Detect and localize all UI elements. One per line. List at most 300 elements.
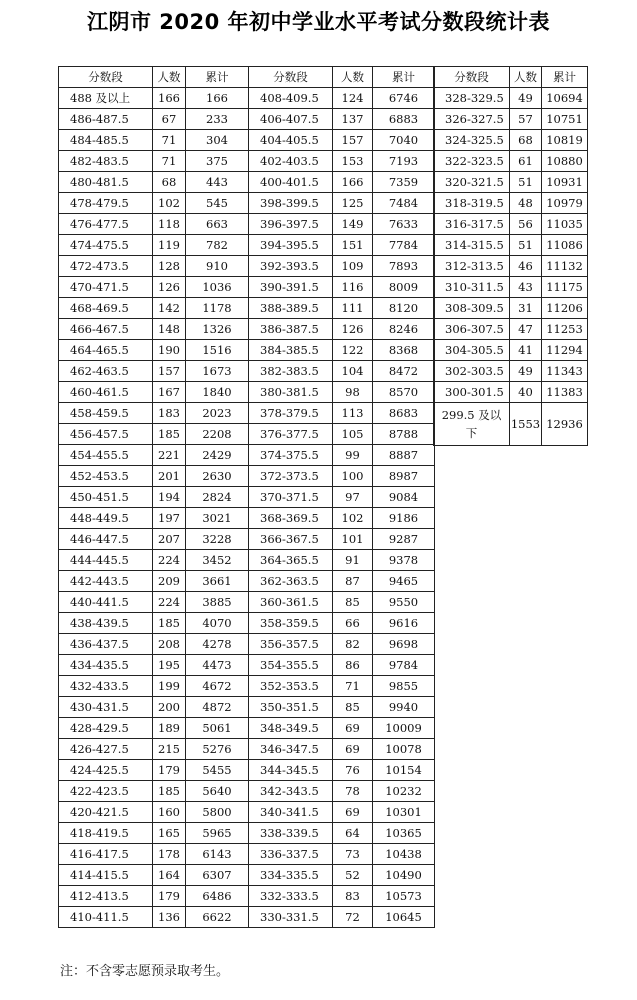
score-range-cell: 412-413.5 — [59, 886, 153, 907]
score-range-cell: 476-477.5 — [59, 214, 153, 235]
cumulative-cell: 2429 — [186, 445, 249, 466]
score-range-cell: 300-301.5 — [434, 382, 510, 403]
count-cell: 105 — [333, 424, 373, 445]
table-row — [434, 151, 588, 172]
count-cell: 71 — [153, 151, 186, 172]
score-range-cell: 426-427.5 — [59, 739, 153, 760]
score-range-cell: 432-433.5 — [59, 676, 153, 697]
table-row — [434, 193, 588, 214]
count-cell: 167 — [153, 382, 186, 403]
score-range-cell: 458-459.5 — [59, 403, 153, 424]
count-cell: 119 — [153, 235, 186, 256]
cumulative-cell: 4672 — [186, 676, 249, 697]
count-cell: 76 — [333, 760, 373, 781]
cumulative-cell: 11343 — [542, 361, 588, 382]
count-cell: 78 — [333, 781, 373, 802]
cumulative-cell: 10232 — [373, 781, 435, 802]
cumulative-cell: 5965 — [186, 823, 249, 844]
table-row — [59, 403, 435, 424]
table-row — [59, 718, 435, 739]
count-cell: 102 — [153, 193, 186, 214]
cumulative-cell: 166 — [186, 88, 249, 109]
count-cell: 148 — [153, 319, 186, 340]
header-count: 人数 — [153, 67, 186, 88]
score-range-cell: 478-479.5 — [59, 193, 153, 214]
count-cell: 111 — [333, 298, 373, 319]
count-cell: 69 — [333, 739, 373, 760]
count-cell: 51 — [510, 235, 542, 256]
table-row — [59, 340, 435, 361]
cumulative-cell: 1036 — [186, 277, 249, 298]
count-cell: 194 — [153, 487, 186, 508]
score-range-cell: 358-359.5 — [249, 613, 333, 634]
cumulative-cell: 9465 — [373, 571, 435, 592]
score-range-cell: 410-411.5 — [59, 907, 153, 928]
table-row — [434, 88, 588, 109]
table-row — [59, 172, 435, 193]
score-range-cell: 454-455.5 — [59, 445, 153, 466]
table-row — [59, 151, 435, 172]
header-cumulative: 累计 — [542, 67, 588, 88]
count-cell: 137 — [333, 109, 373, 130]
score-range-cell: 390-391.5 — [249, 277, 333, 298]
count-cell: 69 — [333, 802, 373, 823]
score-range-cell: 334-335.5 — [249, 865, 333, 886]
count-cell: 179 — [153, 886, 186, 907]
cumulative-cell: 9084 — [373, 487, 435, 508]
cumulative-cell: 9940 — [373, 697, 435, 718]
score-range-cell: 484-485.5 — [59, 130, 153, 151]
count-cell: 49 — [510, 361, 542, 382]
table-row — [59, 760, 435, 781]
cumulative-cell: 11383 — [542, 382, 588, 403]
score-range-cell: 310-311.5 — [434, 277, 510, 298]
table-row — [59, 739, 435, 760]
cumulative-cell: 7040 — [373, 130, 435, 151]
score-range-cell: 356-357.5 — [249, 634, 333, 655]
count-cell: 1553 — [510, 403, 542, 446]
table-row — [59, 655, 435, 676]
score-range-cell: 376-377.5 — [249, 424, 333, 445]
cumulative-cell: 12936 — [542, 403, 588, 446]
score-range-cell: 416-417.5 — [59, 844, 153, 865]
cumulative-cell: 2208 — [186, 424, 249, 445]
cumulative-cell: 545 — [186, 193, 249, 214]
score-range-cell: 472-473.5 — [59, 256, 153, 277]
count-cell: 185 — [153, 424, 186, 445]
score-range-cell: 364-365.5 — [249, 550, 333, 571]
count-cell: 69 — [333, 718, 373, 739]
table-row — [59, 445, 435, 466]
cumulative-cell: 7359 — [373, 172, 435, 193]
count-cell: 189 — [153, 718, 186, 739]
score-range-cell: 444-445.5 — [59, 550, 153, 571]
count-cell: 66 — [333, 613, 373, 634]
cumulative-cell: 8683 — [373, 403, 435, 424]
score-range-cell: 352-353.5 — [249, 676, 333, 697]
count-cell: 195 — [153, 655, 186, 676]
cumulative-cell: 4278 — [186, 634, 249, 655]
count-cell: 126 — [333, 319, 373, 340]
score-range-cell: 314-315.5 — [434, 235, 510, 256]
cumulative-cell: 9287 — [373, 529, 435, 550]
count-cell: 136 — [153, 907, 186, 928]
cumulative-cell: 9855 — [373, 676, 435, 697]
cumulative-cell: 10301 — [373, 802, 435, 823]
count-cell: 151 — [333, 235, 373, 256]
cumulative-cell: 8246 — [373, 319, 435, 340]
cumulative-cell: 8887 — [373, 445, 435, 466]
cumulative-cell: 1840 — [186, 382, 249, 403]
header-cumulative: 累计 — [186, 67, 249, 88]
count-cell: 142 — [153, 298, 186, 319]
score-range-cell: 336-337.5 — [249, 844, 333, 865]
cumulative-cell: 5800 — [186, 802, 249, 823]
score-range-cell: 414-415.5 — [59, 865, 153, 886]
cumulative-cell: 6486 — [186, 886, 249, 907]
cumulative-cell: 2824 — [186, 487, 249, 508]
score-range-cell: 318-319.5 — [434, 193, 510, 214]
score-range-cell: 440-441.5 — [59, 592, 153, 613]
table-row — [59, 802, 435, 823]
count-cell: 102 — [333, 508, 373, 529]
score-range-cell: 340-341.5 — [249, 802, 333, 823]
cumulative-cell: 5276 — [186, 739, 249, 760]
score-range-cell: 346-347.5 — [249, 739, 333, 760]
table-row — [59, 235, 435, 256]
header-score-range: 分数段 — [59, 67, 153, 88]
score-range-cell: 312-313.5 — [434, 256, 510, 277]
cumulative-cell: 11294 — [542, 340, 588, 361]
cumulative-cell: 8987 — [373, 466, 435, 487]
table-row — [434, 403, 588, 446]
count-cell: 157 — [153, 361, 186, 382]
table-row — [59, 781, 435, 802]
score-range-cell: 456-457.5 — [59, 424, 153, 445]
table-row — [434, 109, 588, 130]
count-cell: 166 — [153, 88, 186, 109]
cumulative-cell: 8009 — [373, 277, 435, 298]
count-cell: 99 — [333, 445, 373, 466]
score-range-cell: 384-385.5 — [249, 340, 333, 361]
table-row — [434, 319, 588, 340]
table-row — [59, 319, 435, 340]
cumulative-cell: 9550 — [373, 592, 435, 613]
score-range-cell: 308-309.5 — [434, 298, 510, 319]
score-range-cell: 474-475.5 — [59, 235, 153, 256]
score-range-cell: 470-471.5 — [59, 277, 153, 298]
count-cell: 98 — [333, 382, 373, 403]
cumulative-cell: 7893 — [373, 256, 435, 277]
table-row — [434, 382, 588, 403]
score-range-cell: 324-325.5 — [434, 130, 510, 151]
count-cell: 185 — [153, 781, 186, 802]
table-row — [59, 865, 435, 886]
table-row — [59, 508, 435, 529]
count-cell: 82 — [333, 634, 373, 655]
count-cell: 68 — [153, 172, 186, 193]
table-row — [59, 487, 435, 508]
table-row — [434, 277, 588, 298]
table-row — [59, 130, 435, 151]
table-row — [59, 634, 435, 655]
count-cell: 124 — [333, 88, 373, 109]
page-title: 江阴市 2020 年初中学业水平考试分数段统计表 — [86, 10, 551, 34]
cumulative-cell: 5061 — [186, 718, 249, 739]
count-cell: 97 — [333, 487, 373, 508]
cumulative-cell: 8570 — [373, 382, 435, 403]
count-cell: 71 — [333, 676, 373, 697]
score-range-cell: 404-405.5 — [249, 130, 333, 151]
cumulative-cell: 7784 — [373, 235, 435, 256]
cumulative-cell: 9616 — [373, 613, 435, 634]
count-cell: 128 — [153, 256, 186, 277]
score-range-cell: 354-355.5 — [249, 655, 333, 676]
count-cell: 51 — [510, 172, 542, 193]
cumulative-cell: 3661 — [186, 571, 249, 592]
score-range-cell: 366-367.5 — [249, 529, 333, 550]
footnote: 注：不含零志愿预录取考生。 — [60, 964, 230, 979]
cumulative-cell: 11253 — [542, 319, 588, 340]
count-cell: 52 — [333, 865, 373, 886]
count-cell: 208 — [153, 634, 186, 655]
table-row — [59, 844, 435, 865]
score-range-cell: 378-379.5 — [249, 403, 333, 424]
score-range-cell: 482-483.5 — [59, 151, 153, 172]
cumulative-cell: 4473 — [186, 655, 249, 676]
table-row — [434, 256, 588, 277]
count-cell: 209 — [153, 571, 186, 592]
count-cell: 164 — [153, 865, 186, 886]
cumulative-cell: 11035 — [542, 214, 588, 235]
count-cell: 85 — [333, 592, 373, 613]
count-cell: 221 — [153, 445, 186, 466]
score-range-cell: 418-419.5 — [59, 823, 153, 844]
count-cell: 85 — [333, 697, 373, 718]
score-range-cell: 338-339.5 — [249, 823, 333, 844]
table-row — [59, 298, 435, 319]
table-header-row — [59, 67, 435, 88]
cumulative-cell: 10490 — [373, 865, 435, 886]
count-cell: 64 — [333, 823, 373, 844]
count-cell: 200 — [153, 697, 186, 718]
score-range-cell: 428-429.5 — [59, 718, 153, 739]
count-cell: 178 — [153, 844, 186, 865]
count-cell: 157 — [333, 130, 373, 151]
cumulative-cell: 6883 — [373, 109, 435, 130]
cumulative-cell: 304 — [186, 130, 249, 151]
count-cell: 224 — [153, 550, 186, 571]
count-cell: 185 — [153, 613, 186, 634]
table-row — [59, 550, 435, 571]
table-row — [59, 907, 435, 928]
cumulative-cell: 375 — [186, 151, 249, 172]
count-cell: 165 — [153, 823, 186, 844]
count-cell: 215 — [153, 739, 186, 760]
cumulative-cell: 8788 — [373, 424, 435, 445]
score-range-cell: 422-423.5 — [59, 781, 153, 802]
table-row — [59, 214, 435, 235]
cumulative-cell: 6622 — [186, 907, 249, 928]
cumulative-cell: 2630 — [186, 466, 249, 487]
score-range-cell: 302-303.5 — [434, 361, 510, 382]
count-cell: 179 — [153, 760, 186, 781]
count-cell: 109 — [333, 256, 373, 277]
count-cell: 61 — [510, 151, 542, 172]
table-row — [59, 109, 435, 130]
cumulative-cell: 6143 — [186, 844, 249, 865]
score-range-cell: 304-305.5 — [434, 340, 510, 361]
cumulative-cell: 6746 — [373, 88, 435, 109]
count-cell: 160 — [153, 802, 186, 823]
count-cell: 199 — [153, 676, 186, 697]
score-table-left — [58, 66, 435, 928]
score-range-cell: 406-407.5 — [249, 109, 333, 130]
cumulative-cell: 3885 — [186, 592, 249, 613]
table-row — [59, 361, 435, 382]
count-cell: 190 — [153, 340, 186, 361]
cumulative-cell: 7484 — [373, 193, 435, 214]
score-range-cell: 392-393.5 — [249, 256, 333, 277]
score-range-cell: 488 及以上 — [59, 88, 153, 109]
count-cell: 116 — [333, 277, 373, 298]
cumulative-cell: 2023 — [186, 403, 249, 424]
cumulative-cell: 663 — [186, 214, 249, 235]
score-range-cell: 344-345.5 — [249, 760, 333, 781]
cumulative-cell: 443 — [186, 172, 249, 193]
count-cell: 104 — [333, 361, 373, 382]
cumulative-cell: 10645 — [373, 907, 435, 928]
cumulative-cell: 10154 — [373, 760, 435, 781]
score-range-cell: 316-317.5 — [434, 214, 510, 235]
cumulative-cell: 7633 — [373, 214, 435, 235]
count-cell: 47 — [510, 319, 542, 340]
header-count: 人数 — [510, 67, 542, 88]
cumulative-cell: 1673 — [186, 361, 249, 382]
count-cell: 183 — [153, 403, 186, 424]
cumulative-cell: 6307 — [186, 865, 249, 886]
count-cell: 41 — [510, 340, 542, 361]
score-range-cell: 486-487.5 — [59, 109, 153, 130]
table-row — [59, 256, 435, 277]
table-row — [59, 277, 435, 298]
score-range-cell: 386-387.5 — [249, 319, 333, 340]
score-range-cell: 299.5 及以下 — [434, 403, 510, 446]
cumulative-cell: 10979 — [542, 193, 588, 214]
table-row — [434, 214, 588, 235]
table-row — [59, 466, 435, 487]
score-range-cell: 436-437.5 — [59, 634, 153, 655]
table-row — [59, 676, 435, 697]
count-cell: 67 — [153, 109, 186, 130]
cumulative-cell: 10694 — [542, 88, 588, 109]
cumulative-cell: 9784 — [373, 655, 435, 676]
score-range-cell: 452-453.5 — [59, 466, 153, 487]
table-row — [59, 88, 435, 109]
score-range-cell: 360-361.5 — [249, 592, 333, 613]
table-row — [434, 340, 588, 361]
count-cell: 48 — [510, 193, 542, 214]
count-cell: 101 — [333, 529, 373, 550]
cumulative-cell: 910 — [186, 256, 249, 277]
cumulative-cell: 10365 — [373, 823, 435, 844]
table-row — [59, 529, 435, 550]
header-score-range: 分数段 — [434, 67, 510, 88]
cumulative-cell: 4872 — [186, 697, 249, 718]
cumulative-cell: 10078 — [373, 739, 435, 760]
count-cell: 83 — [333, 886, 373, 907]
cumulative-cell: 11132 — [542, 256, 588, 277]
score-table-right — [433, 66, 588, 446]
score-range-cell: 350-351.5 — [249, 697, 333, 718]
table-row — [59, 697, 435, 718]
score-range-cell: 468-469.5 — [59, 298, 153, 319]
score-range-cell: 466-467.5 — [59, 319, 153, 340]
count-cell: 224 — [153, 592, 186, 613]
cumulative-cell: 7193 — [373, 151, 435, 172]
count-cell: 149 — [333, 214, 373, 235]
score-range-cell: 462-463.5 — [59, 361, 153, 382]
table-row — [434, 130, 588, 151]
score-range-cell: 402-403.5 — [249, 151, 333, 172]
cumulative-cell: 1516 — [186, 340, 249, 361]
score-range-cell: 398-399.5 — [249, 193, 333, 214]
table-row — [59, 592, 435, 613]
count-cell: 87 — [333, 571, 373, 592]
cumulative-cell: 10009 — [373, 718, 435, 739]
cumulative-cell: 8368 — [373, 340, 435, 361]
table-row — [59, 193, 435, 214]
table-row — [59, 823, 435, 844]
cumulative-cell: 3228 — [186, 529, 249, 550]
score-range-cell: 332-333.5 — [249, 886, 333, 907]
table-row — [434, 172, 588, 193]
score-range-cell: 374-375.5 — [249, 445, 333, 466]
count-cell: 118 — [153, 214, 186, 235]
cumulative-cell: 10573 — [373, 886, 435, 907]
count-cell: 49 — [510, 88, 542, 109]
count-cell: 166 — [333, 172, 373, 193]
count-cell: 56 — [510, 214, 542, 235]
score-range-cell: 306-307.5 — [434, 319, 510, 340]
count-cell: 126 — [153, 277, 186, 298]
count-cell: 73 — [333, 844, 373, 865]
cumulative-cell: 10931 — [542, 172, 588, 193]
score-range-cell: 320-321.5 — [434, 172, 510, 193]
score-range-cell: 438-439.5 — [59, 613, 153, 634]
cumulative-cell: 4070 — [186, 613, 249, 634]
score-range-cell: 480-481.5 — [59, 172, 153, 193]
count-cell: 68 — [510, 130, 542, 151]
cumulative-cell: 8120 — [373, 298, 435, 319]
score-range-cell: 460-461.5 — [59, 382, 153, 403]
count-cell: 100 — [333, 466, 373, 487]
table-row — [434, 235, 588, 256]
table-row — [59, 571, 435, 592]
cumulative-cell: 1326 — [186, 319, 249, 340]
score-range-cell: 372-373.5 — [249, 466, 333, 487]
cumulative-cell: 10751 — [542, 109, 588, 130]
score-range-cell: 430-431.5 — [59, 697, 153, 718]
table-row — [59, 886, 435, 907]
count-cell: 57 — [510, 109, 542, 130]
cumulative-cell: 10819 — [542, 130, 588, 151]
cumulative-cell: 3452 — [186, 550, 249, 571]
score-range-cell: 446-447.5 — [59, 529, 153, 550]
cumulative-cell: 3021 — [186, 508, 249, 529]
header-score-range: 分数段 — [249, 67, 333, 88]
score-range-cell: 328-329.5 — [434, 88, 510, 109]
